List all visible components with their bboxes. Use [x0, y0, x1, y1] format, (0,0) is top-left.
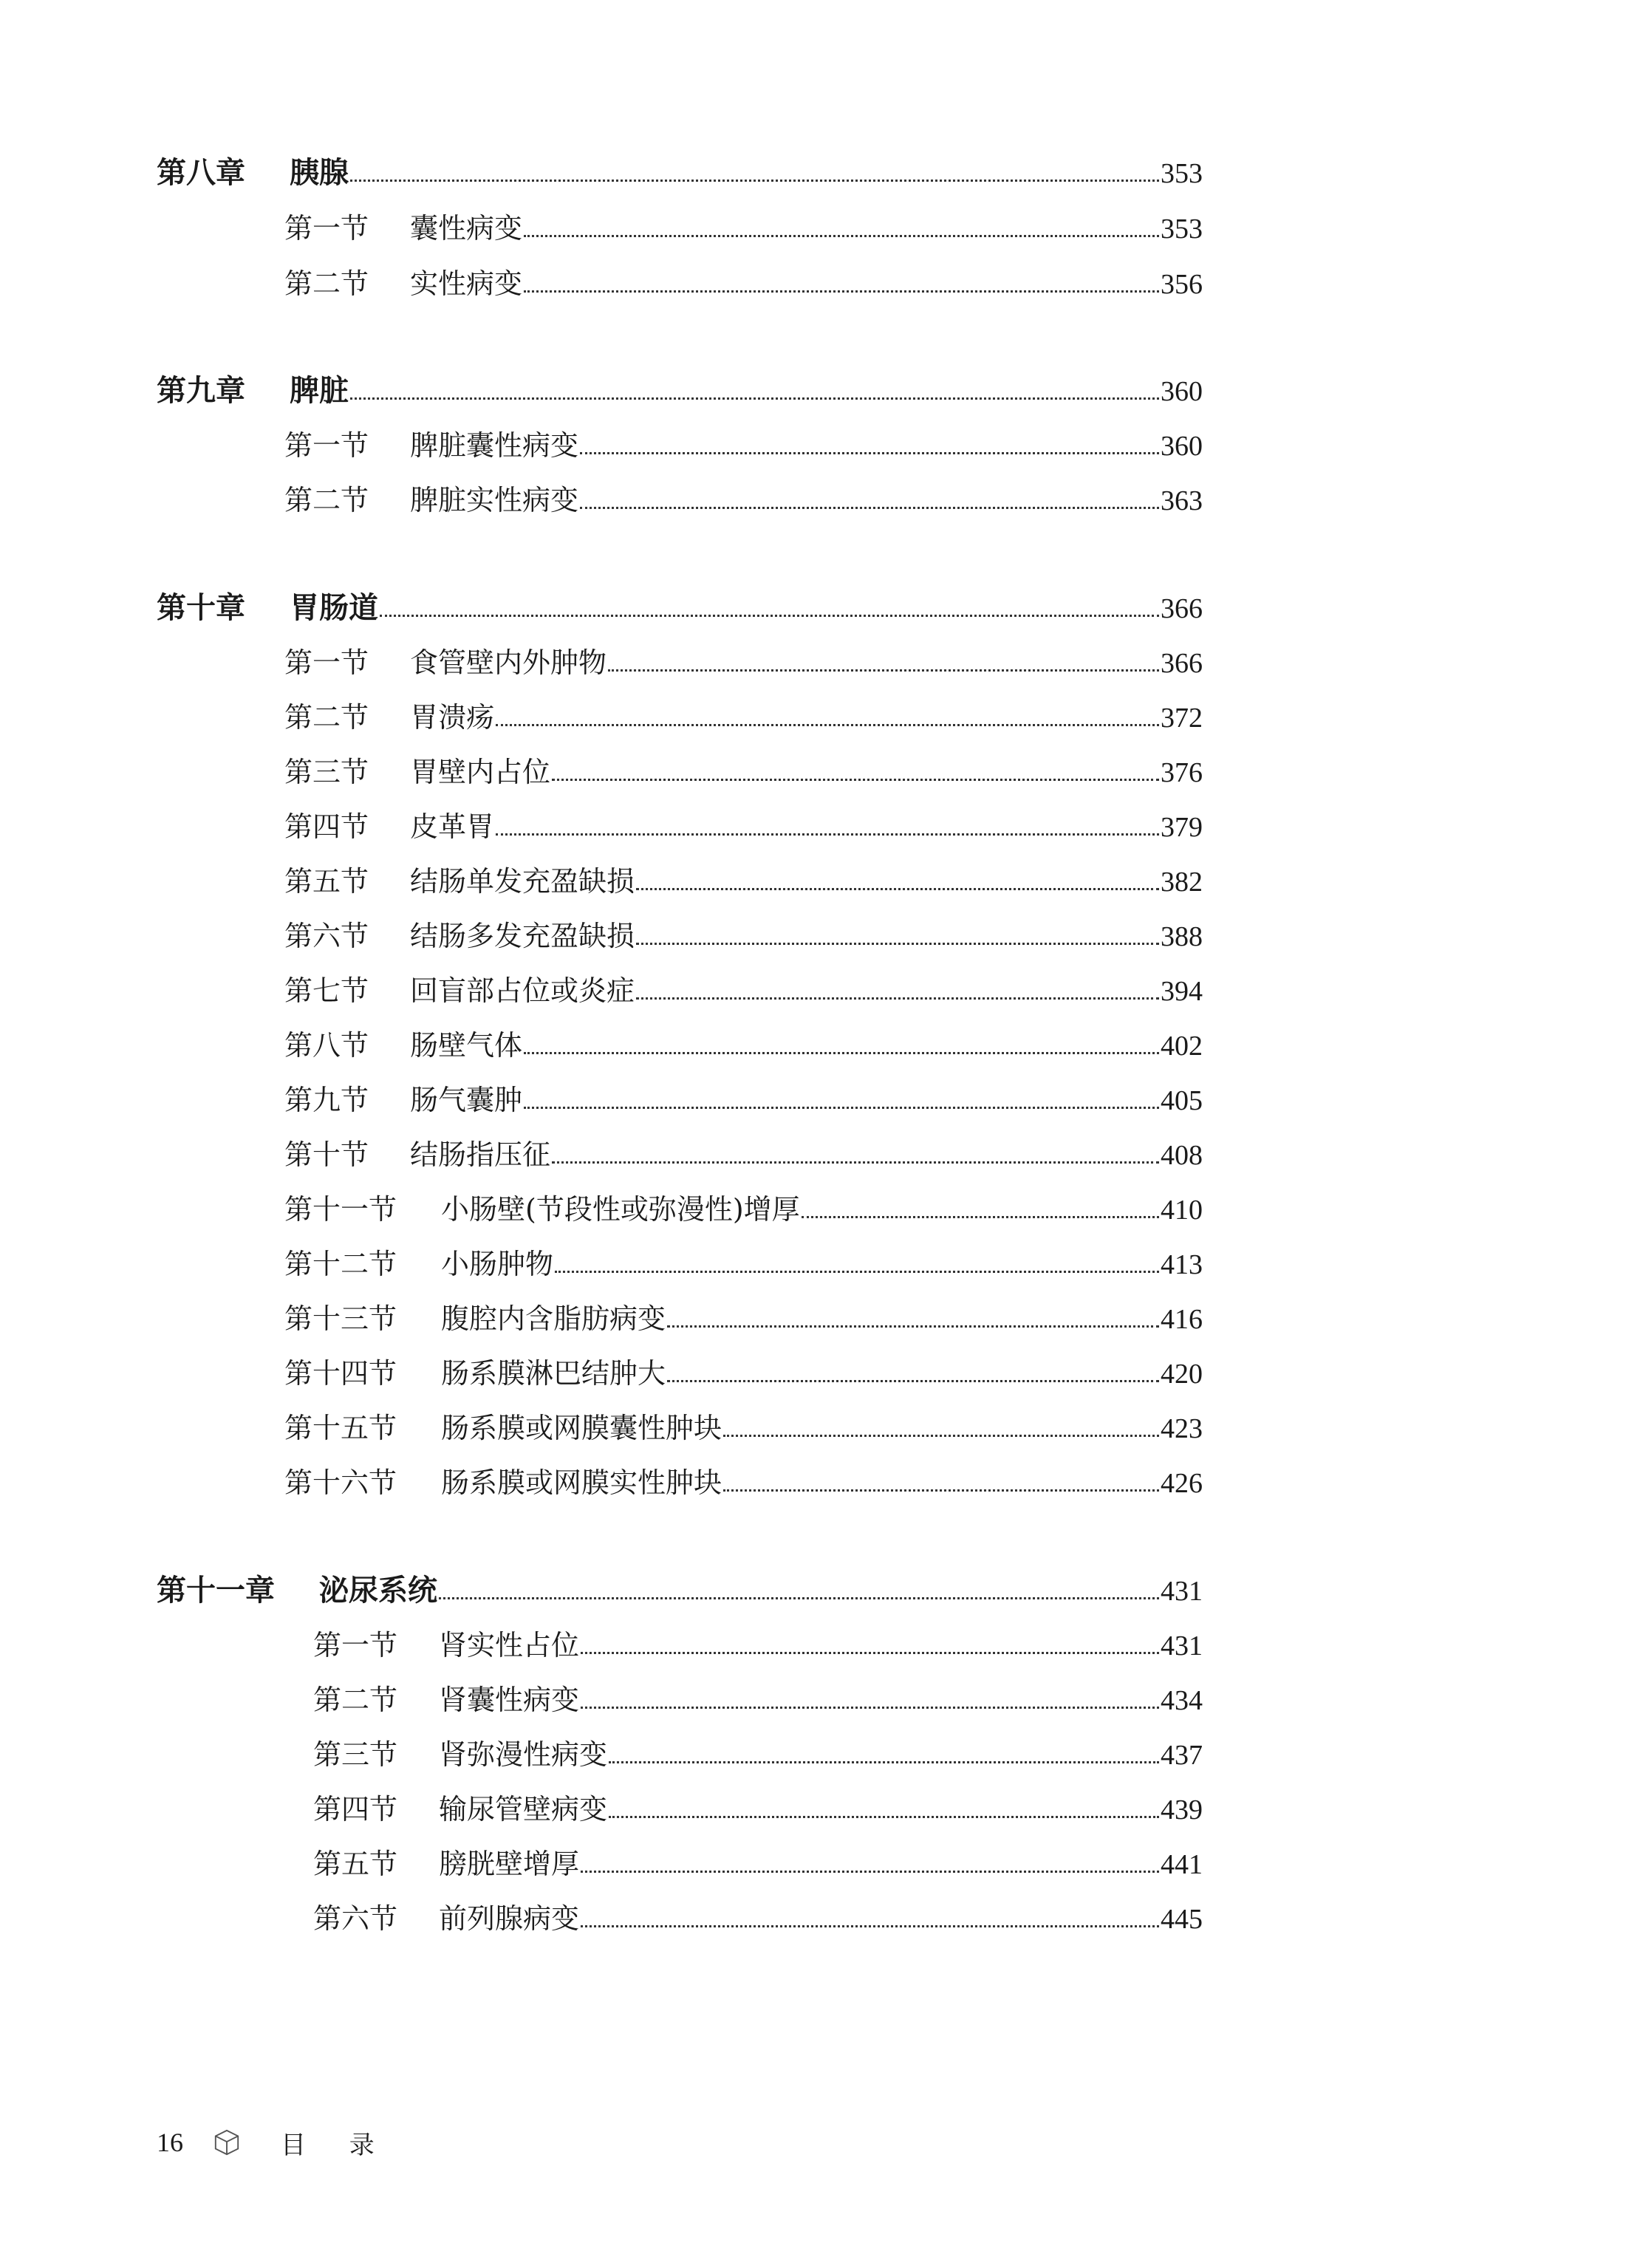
section-title: 脾脏实性病变	[410, 484, 579, 516]
section-title: 肠壁气体	[410, 1029, 523, 1062]
chapter-number: 第十一章	[157, 1574, 275, 1608]
page-number: 441	[1161, 1849, 1203, 1880]
page-footer	[157, 2120, 392, 2165]
section-title: 结肠单发充盈缺损	[410, 865, 635, 898]
page-number: 360	[1161, 431, 1203, 462]
chapter-number: 第八章	[157, 156, 245, 190]
toc-section-entry[interactable]	[284, 859, 1203, 904]
footer-page-number: 16	[157, 2128, 183, 2157]
toc-section-entry[interactable]	[284, 423, 1203, 468]
dot-leader	[350, 180, 1159, 182]
section-title: 肾囊性病变	[439, 1684, 580, 1716]
section-number: 第二节	[313, 1684, 398, 1716]
section-number: 第七节	[284, 974, 369, 1007]
toc-section-entry[interactable]	[284, 641, 1203, 685]
section-number: 第六节	[313, 1902, 398, 1935]
chapter-8-heading[interactable]	[157, 151, 1203, 195]
page-number: 405	[1161, 1085, 1203, 1116]
section-title: 肠系膜淋巴结肿大	[441, 1357, 666, 1390]
section-number: 第一节	[284, 646, 369, 679]
section-number: 第五节	[313, 1848, 398, 1880]
toc-section-entry[interactable]	[284, 262, 1203, 306]
chapter-10-heading[interactable]	[157, 586, 1203, 630]
section-number: 第十二节	[284, 1248, 397, 1280]
section-number: 第四节	[313, 1793, 398, 1825]
chapter-title: 胃肠道	[290, 591, 378, 625]
dot-leader	[496, 833, 1159, 836]
page-number: 382	[1161, 867, 1203, 898]
toc-section-entry[interactable]	[284, 1023, 1203, 1068]
toc-section-entry[interactable]	[284, 1461, 1203, 1505]
section-number: 第六节	[284, 920, 369, 952]
dot-leader	[608, 669, 1159, 672]
toc-section-entry[interactable]	[313, 1678, 1203, 1722]
section-title: 膀胱壁增厚	[439, 1848, 580, 1880]
toc-section-entry[interactable]	[284, 1078, 1203, 1122]
dot-leader	[524, 1052, 1159, 1054]
toc-section-entry[interactable]	[284, 695, 1203, 740]
toc-section-entry[interactable]	[284, 969, 1203, 1013]
toc-section-entry[interactable]	[284, 206, 1203, 250]
toc-section-entry[interactable]	[313, 1787, 1203, 1831]
toc-section-entry[interactable]	[313, 1842, 1203, 1886]
dot-leader	[636, 997, 1159, 1000]
toc-section-entry[interactable]	[284, 1187, 1203, 1232]
section-title: 皮革胃	[410, 810, 495, 843]
toc-section-entry[interactable]	[284, 750, 1203, 794]
toc-section-entry[interactable]	[284, 1406, 1203, 1450]
dot-leader	[580, 507, 1159, 509]
section-title: 实性病变	[410, 267, 523, 300]
page-number: 434	[1161, 1685, 1203, 1716]
page-number: 402	[1161, 1031, 1203, 1062]
section-title: 输尿管壁病变	[439, 1793, 608, 1825]
page-number: 410	[1161, 1195, 1203, 1226]
page-number: 413	[1161, 1249, 1203, 1280]
section-number: 第十五节	[284, 1412, 397, 1444]
section-number: 第十节	[284, 1138, 369, 1171]
dot-leader	[581, 1925, 1159, 1927]
dot-leader	[555, 1271, 1159, 1273]
chapter-11-heading[interactable]	[157, 1568, 1203, 1613]
page-number: 366	[1161, 593, 1203, 624]
section-number: 第十六节	[284, 1466, 397, 1499]
page-number: 353	[1161, 158, 1203, 189]
section-title: 结肠多发充盈缺损	[410, 920, 635, 952]
dot-leader	[439, 1597, 1159, 1599]
section-number: 第一节	[313, 1629, 398, 1661]
dot-leader	[636, 888, 1159, 890]
page-number: 416	[1161, 1304, 1203, 1335]
dot-leader	[524, 235, 1159, 237]
toc-section-entry[interactable]	[313, 1896, 1203, 1941]
dot-leader	[723, 1435, 1159, 1437]
dot-leader	[609, 1816, 1159, 1818]
footer-title: 目 录	[281, 2130, 392, 2160]
page-number: 356	[1161, 269, 1203, 300]
section-number: 第三节	[284, 756, 369, 788]
page-number: 437	[1161, 1740, 1203, 1771]
page-number: 420	[1161, 1359, 1203, 1390]
chapter-number: 第十章	[157, 591, 245, 625]
dot-leader	[609, 1761, 1159, 1763]
toc-section-entry[interactable]	[284, 1133, 1203, 1177]
page-number: 379	[1161, 812, 1203, 843]
dot-leader	[380, 615, 1159, 617]
dot-leader	[636, 943, 1159, 945]
toc-section-entry[interactable]	[313, 1732, 1203, 1777]
toc-section-entry[interactable]	[284, 1351, 1203, 1396]
section-number: 第一节	[284, 212, 369, 245]
section-number: 第二节	[284, 701, 369, 734]
section-number: 第五节	[284, 865, 369, 898]
section-number: 第二节	[284, 484, 369, 516]
page-number: 372	[1161, 703, 1203, 734]
page-number: 445	[1161, 1904, 1203, 1935]
toc-section-entry[interactable]	[284, 478, 1203, 522]
section-title: 腹腔内含脂肪病变	[441, 1302, 666, 1335]
section-title: 小肠肿物	[441, 1248, 554, 1280]
dot-leader	[667, 1325, 1159, 1328]
section-title: 结肠指压征	[410, 1138, 551, 1171]
section-title: 脾脏囊性病变	[410, 429, 579, 462]
section-title: 胃壁内占位	[410, 756, 551, 788]
dot-leader	[802, 1216, 1159, 1218]
dot-leader	[524, 290, 1159, 293]
page-number: 388	[1161, 921, 1203, 952]
dot-leader	[667, 1380, 1159, 1382]
section-title: 小肠壁(节段性或弥漫性)增厚	[441, 1193, 800, 1226]
page-number: 431	[1161, 1576, 1203, 1607]
section-number: 第十一节	[284, 1193, 397, 1226]
section-title: 前列腺病变	[439, 1902, 580, 1935]
section-number: 第三节	[313, 1738, 398, 1771]
page-number: 431	[1161, 1630, 1203, 1661]
dot-leader	[350, 397, 1159, 400]
section-title: 肾实性占位	[439, 1629, 580, 1661]
toc-section-entry[interactable]	[284, 1242, 1203, 1286]
section-number: 第四节	[284, 810, 369, 843]
section-title: 肠系膜或网膜囊性肿块	[441, 1412, 722, 1444]
section-title: 回盲部占位或炎症	[410, 974, 635, 1007]
page-number: 439	[1161, 1794, 1203, 1825]
dot-leader	[723, 1489, 1159, 1492]
section-number: 第十三节	[284, 1302, 397, 1335]
toc-section-entry[interactable]	[284, 805, 1203, 849]
chapter-number: 第九章	[157, 374, 245, 408]
dot-leader	[496, 724, 1159, 726]
toc-section-entry[interactable]	[313, 1623, 1203, 1667]
section-number: 第一节	[284, 429, 369, 462]
dot-leader	[552, 1161, 1159, 1164]
chapter-title: 胰腺	[290, 156, 349, 190]
toc-section-entry[interactable]	[284, 1297, 1203, 1341]
chapter-title: 脾脏	[290, 374, 349, 408]
page-number: 366	[1161, 648, 1203, 679]
section-number: 第十四节	[284, 1357, 397, 1390]
cube-icon	[213, 2128, 241, 2156]
dot-leader	[581, 1652, 1159, 1654]
page-number: 376	[1161, 757, 1203, 788]
section-title: 肠系膜或网膜实性肿块	[441, 1466, 722, 1499]
section-title: 肾弥漫性病变	[439, 1738, 608, 1771]
page-number: 426	[1161, 1468, 1203, 1499]
section-title: 胃溃疡	[410, 701, 495, 734]
section-number: 第九节	[284, 1084, 369, 1116]
chapter-9-heading[interactable]	[157, 369, 1203, 413]
section-title: 食管壁内外肿物	[410, 646, 607, 679]
page-number: 363	[1161, 485, 1203, 516]
dot-leader	[552, 779, 1159, 781]
section-number: 第二节	[284, 267, 369, 300]
section-title: 囊性病变	[410, 212, 523, 245]
section-number: 第八节	[284, 1029, 369, 1062]
page-number: 360	[1161, 376, 1203, 407]
dot-leader	[580, 452, 1159, 454]
page-number: 394	[1161, 976, 1203, 1007]
page-number: 353	[1161, 214, 1203, 245]
dot-leader	[581, 1871, 1159, 1873]
chapter-title: 泌尿系统	[319, 1574, 437, 1608]
page-number: 408	[1161, 1140, 1203, 1171]
dot-leader	[581, 1707, 1159, 1709]
dot-leader	[524, 1107, 1159, 1109]
section-title: 肠气囊肿	[410, 1084, 523, 1116]
page-number: 423	[1161, 1413, 1203, 1444]
toc-section-entry[interactable]	[284, 914, 1203, 958]
